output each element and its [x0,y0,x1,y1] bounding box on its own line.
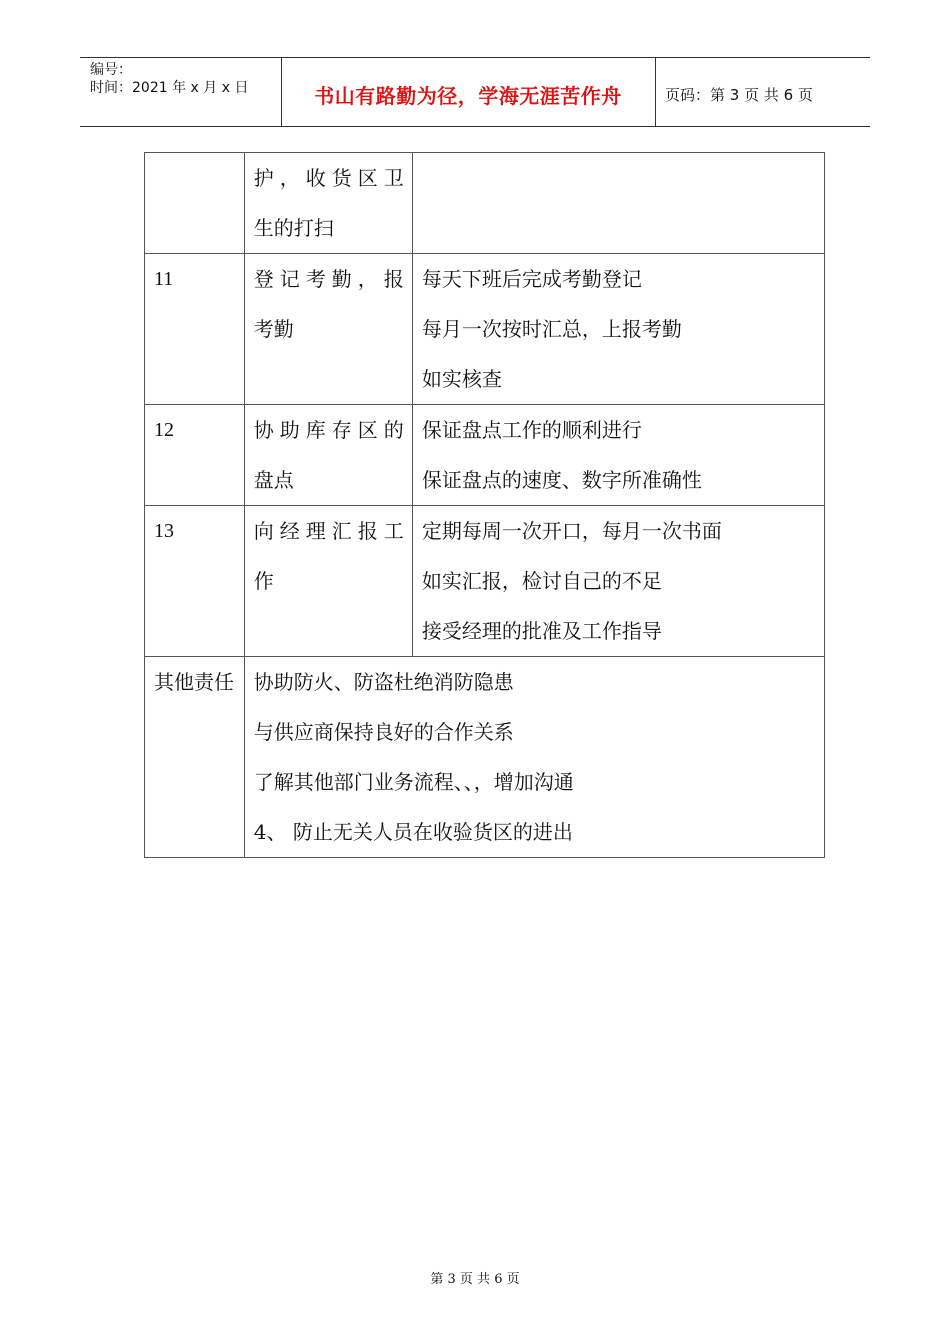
other-line: 协助防火、防盗杜绝消防隐患 [253,670,514,694]
other-line: 了解其他部门业务流程、、，增加沟通 [253,770,574,794]
number-label: 编号： [90,62,132,78]
standard-line: 保证盘点的速度、数字所准确性 [421,468,702,492]
table-row [145,506,825,657]
header-page-number: 页码：第 3 页 共 6 页 [665,86,813,104]
standard-line: 每月一次按时汇总，上报考勤 [421,317,682,341]
time-label: 时间：2021 年 x 月 x 日 [90,80,249,96]
standard-line: 保证盘点工作的顺利进行 [421,418,642,442]
task-line: 向经理汇报工 [253,519,410,543]
header-divider [655,58,656,126]
other-label-cell: 其他责任 [145,657,245,858]
num-cell: 13 [145,506,245,657]
other-line: 4、 防止无关人员在收验货区的进出 [253,820,573,844]
table-row [145,254,825,405]
page-footer: 第 3 页 共 6 页 [430,1272,520,1287]
task-cell [244,254,412,405]
standard-line: 接受经理的批准及工作指导 [421,619,662,643]
task-line: 生的打扫 [253,216,334,240]
task-line: 作 [253,569,274,593]
num-cell [145,153,245,254]
num-cell: 12 [145,405,245,506]
standard-line: 如实汇报，检讨自己的不足 [421,569,662,593]
standard-cell [412,153,824,254]
task-cell [244,405,412,506]
task-line: 登记考勤，报 [253,267,410,291]
standard-cell [412,506,824,657]
header-meta [90,61,248,97]
standard-line: 每天下班后完成考勤登记 [421,267,642,291]
task-line: 护，收货区卫 [253,166,410,190]
table-row-other [145,657,825,858]
task-cell [244,153,412,254]
table-row-continuation [145,153,825,254]
standard-cell [412,405,824,506]
table-row [145,405,825,506]
task-line: 考勤 [253,317,294,341]
task-line: 协助库存区的 [253,418,410,442]
num-cell: 11 [145,254,245,405]
header-motto: 书山有路勤为径，学海无涯苦作舟 [314,84,622,108]
task-line: 盘点 [253,468,294,492]
standard-line: 定期每周一次开口，每月一次书面 [421,519,722,543]
other-content-cell [244,657,824,858]
page-header [80,57,870,127]
other-line: 与供应商保持良好的合作关系 [253,720,514,744]
task-cell [244,506,412,657]
standard-cell [412,254,824,405]
standard-line: 如实核查 [421,367,502,391]
duty-table [144,152,825,858]
